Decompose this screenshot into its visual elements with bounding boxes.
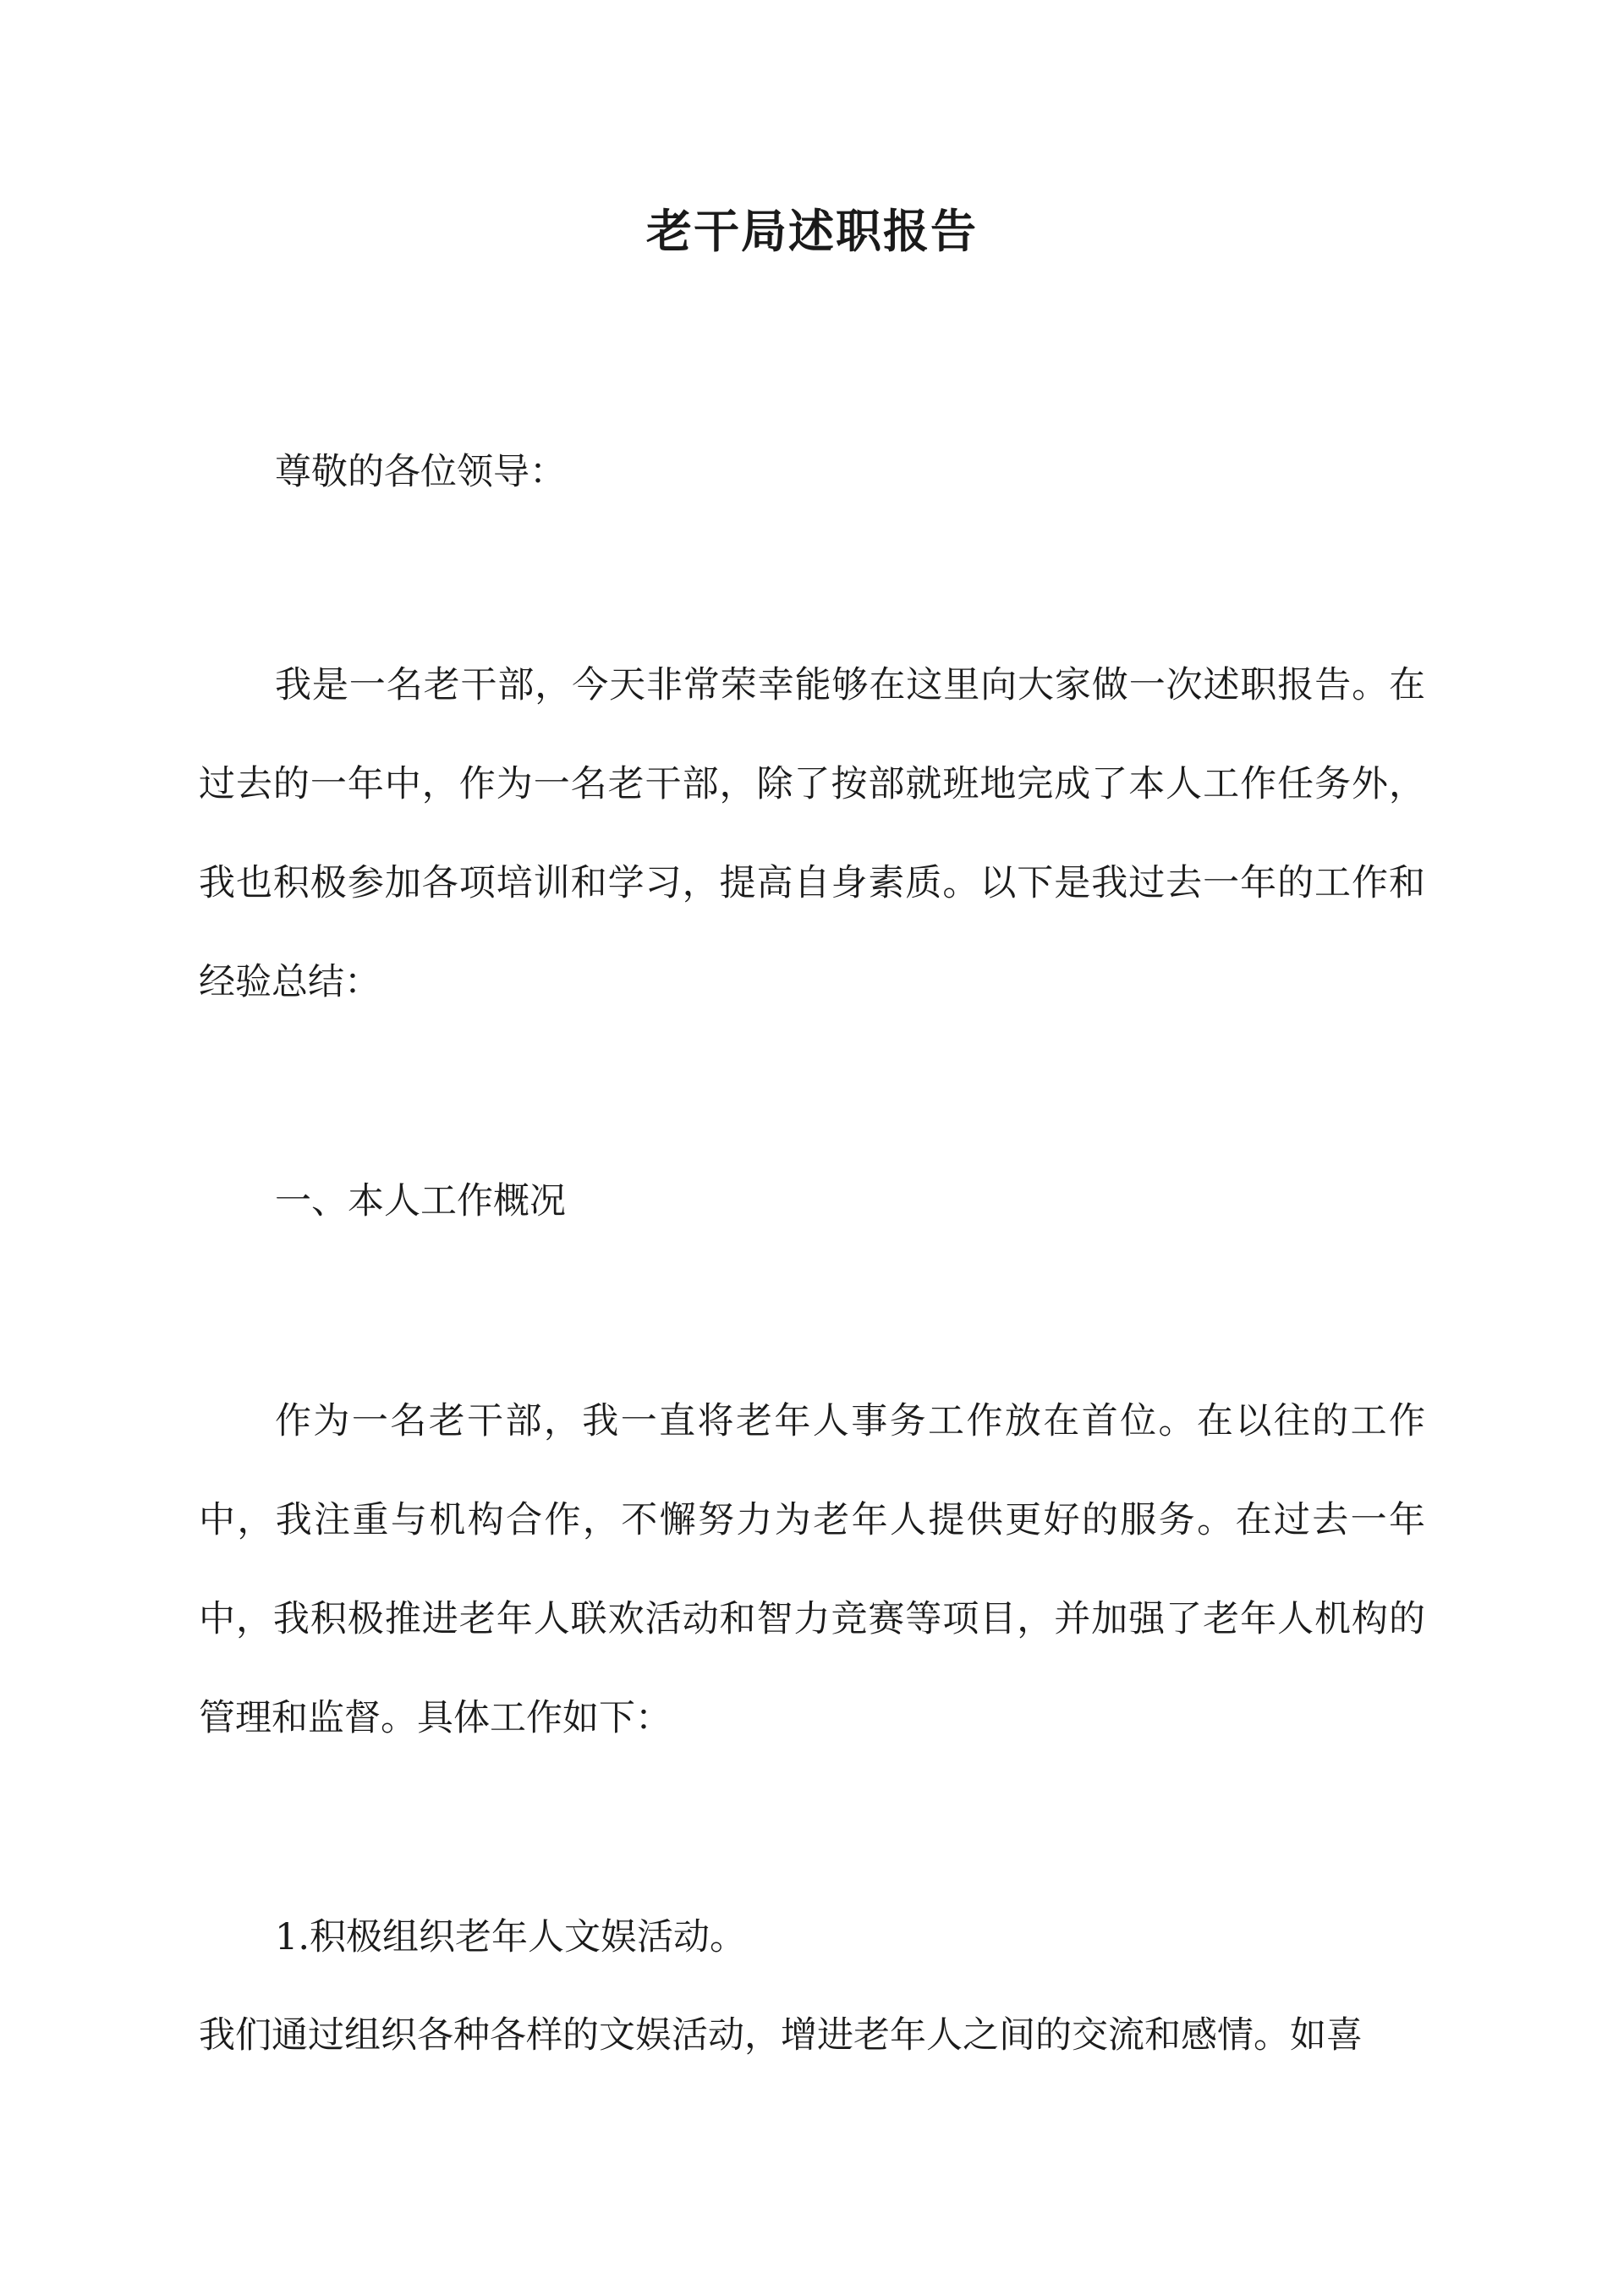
intro-paragraph: 我是一名老干部，今天非常荣幸能够在这里向大家做一次述职报告。在过去的一年中，作为一名老干部，除了按部就班地完成了本人工作任务外，我也积极参加各项培训和学习，提高自身素质。以下是我过去一年的工作和经验总结： bbox=[199, 664, 1425, 1003]
salutation: 尊敬的各位领导： bbox=[275, 451, 566, 493]
section-body-paragraph: 作为一名老干部，我一直将老年人事务工作放在首位。在以往的工作中，我注重与机构合作，不懈努力为老年人提供更好的服务。在过去一年中，我积极推进老年人联欢活动和智力竞赛等项目，并加强了老年人机构的管理和监督。具体工作如下： bbox=[199, 1400, 1425, 1739]
section-heading: 一、本人工作概况 bbox=[275, 1180, 566, 1222]
list-item-heading: 1.积极组织老年人文娱活动。 bbox=[275, 1916, 747, 1958]
list-item-body: 我们通过组织各种各样的文娱活动，增进老年人之间的交流和感情。如喜 bbox=[199, 2014, 1363, 2057]
page-title: 老干局述职报告 bbox=[646, 204, 978, 258]
